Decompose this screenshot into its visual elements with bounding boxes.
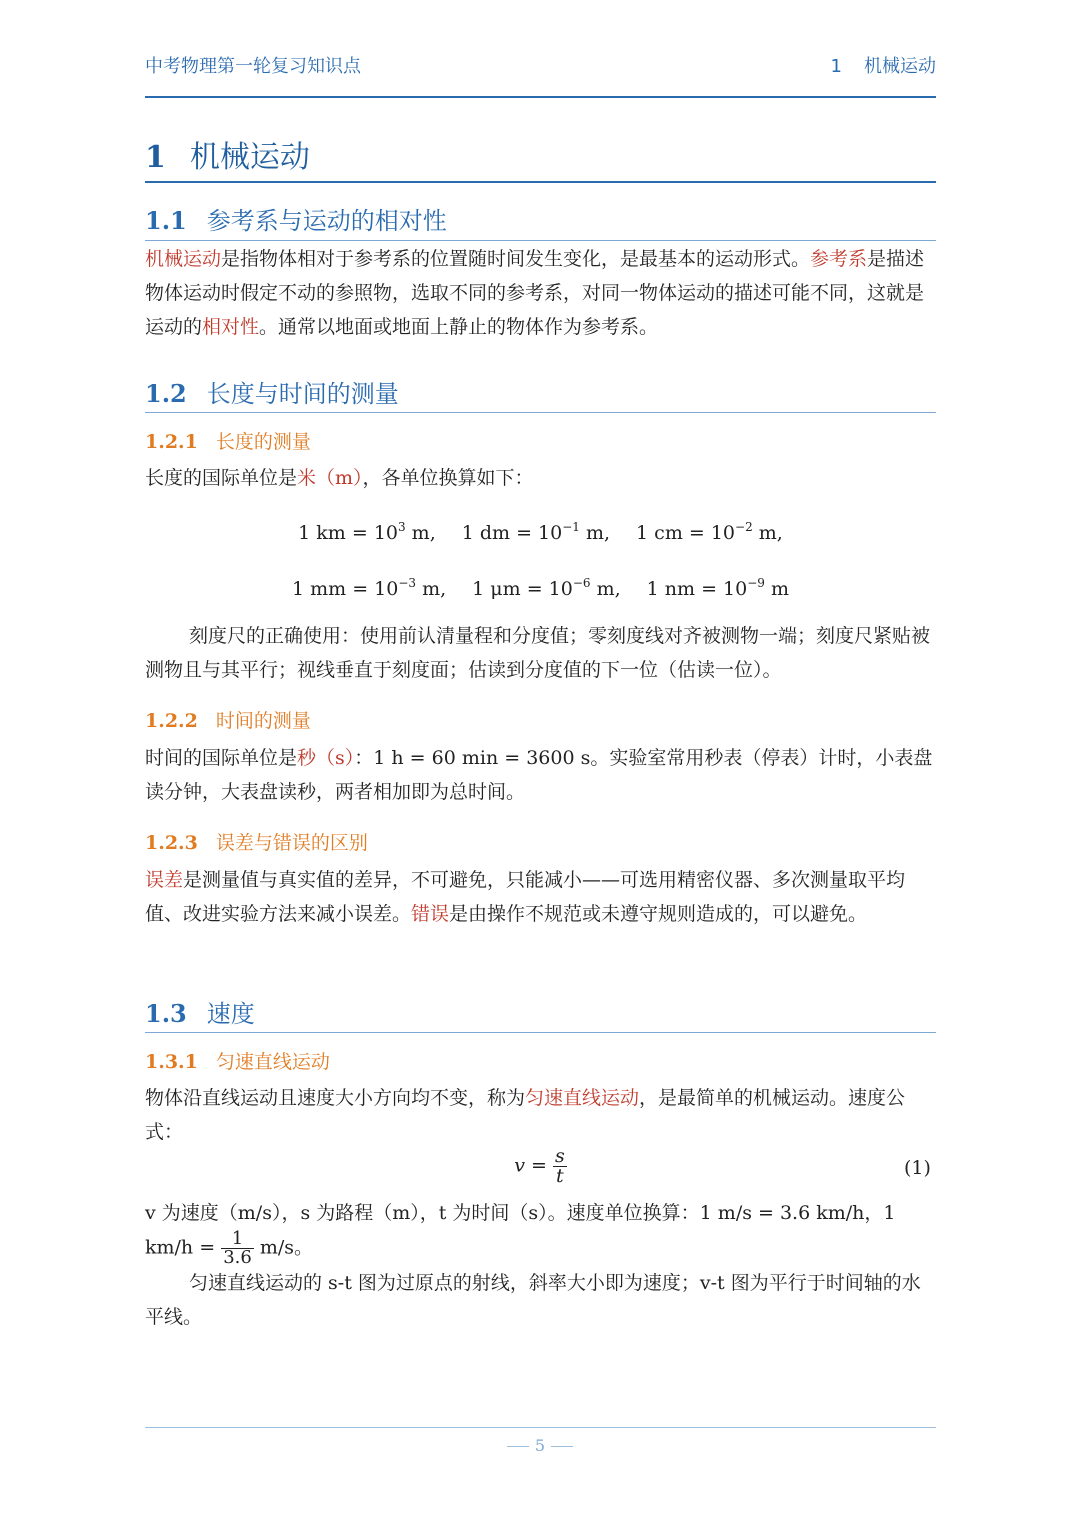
subsection-number: 1.1	[145, 206, 187, 235]
header-chapter	[809, 52, 936, 78]
term-mistake: 错误	[411, 903, 450, 925]
text-run: ：1 h = 60 min = 3600 s。实验室常用秒表（停表）计时，小表盘读分钟，大表盘读秒，两者相加即为总时间。	[145, 747, 933, 803]
text-run: v 为速度（m/s），s 为路程（m），t 为时间（s）。速度单位换算：1 m/s = 3.6 km/h，1 km/h =	[145, 1202, 896, 1259]
subsubsection-number: 1.2.3	[145, 832, 198, 854]
paragraph-motion-graphs: 匀速直线运动的 s-t 图为过原点的射线，斜率大小即为速度；v-t 图为平行于时间轴的水平线。	[145, 1272, 921, 1328]
section-rule	[145, 181, 936, 183]
subsubsection-title-1-2-1	[145, 427, 311, 454]
fraction-denominator: 3.6	[223, 1247, 252, 1268]
subsubsection-number: 1.2.2	[145, 710, 198, 732]
equation-fraction	[553, 1147, 567, 1186]
paragraph-uniform-motion	[145, 1081, 936, 1149]
term-uniform-linear-motion: 匀速直线运动	[525, 1087, 640, 1109]
subsubsection-title-1-2-2	[145, 706, 311, 733]
subsection-rule	[145, 412, 936, 413]
subsection-rule	[145, 1032, 936, 1033]
fraction-denominator: t	[556, 1165, 564, 1187]
page-number	[0, 1436, 1080, 1455]
subsubsection-title-1-3-1	[145, 1047, 330, 1074]
equation-length-conversion-2	[145, 578, 936, 600]
subsection-title-1-2	[145, 374, 936, 409]
math-run: m,	[752, 522, 783, 544]
subsubsection-number: 1.3.1	[145, 1051, 198, 1073]
term-second: 秒（s）	[297, 747, 355, 769]
subsection-title-1-1	[145, 201, 936, 236]
math-run: 1 cm = 10	[636, 522, 736, 544]
text-run: 是指物体相对于参考系的位置随时间发生变化，是最基本的运动形式。	[221, 248, 811, 270]
text-run: 。通常以地面或地面上静止的物体作为参考系。	[259, 316, 659, 338]
paragraph-error-vs-mistake	[145, 863, 936, 931]
math-exponent: −6	[572, 576, 591, 590]
math-run: 1 km = 10	[298, 522, 398, 544]
math-exponent: −3	[398, 576, 417, 590]
equation-lhs: v =	[514, 1154, 547, 1177]
text-run: 时间的国际单位是	[145, 747, 298, 769]
text-run: 是测量值与真实值的差异，不可避免，只能减小——可选用精密仪器、多次测量取平均值、改进实验方法来减小误差。	[145, 869, 906, 925]
math-run: 1 mm = 10	[292, 578, 399, 600]
paragraph-length-unit	[145, 461, 936, 495]
subsection-rule	[145, 240, 936, 241]
section-title	[145, 132, 936, 176]
subsection-number: 1.3	[145, 999, 187, 1028]
header-chapter-title: 机械运动	[864, 56, 936, 77]
paragraph-ruler-usage: 刻度尺的正确使用：使用前认清量程和分度值；零刻度线对齐被测物一端；刻度尺紧贴被测物且与其平行；视线垂直于刻度面；估读到分度值的下一位（估读一位）。	[145, 625, 931, 681]
subsection-title-text: 长度与时间的测量	[206, 380, 399, 408]
subsection-title-text: 速度	[206, 1000, 255, 1028]
math-run: m,	[405, 522, 436, 544]
subsection-title-text: 参考系与运动的相对性	[206, 207, 447, 235]
section-number: 1	[145, 140, 166, 175]
text-run: 是描述物体运动时假定不动的参照物，选取不同的参考系，对同一物体运动的描述可能不同，这就是运动的	[145, 248, 925, 338]
math-exponent: −9	[747, 576, 765, 590]
subsubsection-title-1-2-3	[145, 828, 368, 855]
header-chapter-num: 1	[830, 56, 842, 77]
header-doc-title: 中考物理第一轮复习知识点	[145, 56, 361, 77]
text-run: 长度的国际单位是	[145, 467, 298, 489]
math-run: m,	[416, 578, 447, 600]
text-run: m/s。	[259, 1236, 314, 1259]
term-error: 误差	[145, 869, 184, 891]
math-exponent: −2	[735, 520, 753, 534]
subsubsection-title-text: 匀速直线运动	[215, 1051, 330, 1073]
subsection-title-1-3	[145, 994, 936, 1029]
math-run: 1 dm = 10	[461, 522, 563, 544]
term-relativity: 相对性	[202, 316, 260, 338]
subsubsection-title-text: 误差与错误的区别	[215, 832, 368, 854]
math-exponent: 3	[398, 520, 406, 534]
text-run: 是由操作不规范或未遵守规则造成的，可以避免。	[449, 903, 868, 925]
subsection-number: 1.2	[145, 379, 187, 408]
equation-number: (1)	[904, 1157, 931, 1179]
math-run: 1 nm = 10	[646, 578, 748, 600]
section-title-text: 机械运动	[189, 140, 310, 175]
fraction-numerator: s	[554, 1145, 565, 1167]
equation-length-conversion-1	[145, 522, 936, 544]
subsubsection-title-text: 时间的测量	[215, 710, 311, 732]
text-run: 物体沿直线运动且速度大小方向均不变，称为	[145, 1087, 526, 1109]
math-run: 1 μm = 10	[472, 578, 573, 600]
page-number-text: 5	[534, 1436, 546, 1455]
math-run: m	[764, 578, 789, 600]
paragraph-speed-units	[145, 1196, 936, 1267]
text-run: ，各单位换算如下：	[362, 467, 534, 489]
math-run: m,	[579, 522, 611, 544]
math-exponent: −1	[562, 520, 580, 534]
math-run: m,	[590, 578, 621, 600]
text-run: ，是最简单的机械运动。速度公式：	[145, 1087, 906, 1143]
running-header	[145, 52, 936, 78]
equation-speed-formula	[145, 1147, 936, 1186]
unit-fraction	[221, 1230, 254, 1267]
footer-rule	[145, 1427, 936, 1428]
fraction-numerator: 1	[221, 1230, 254, 1249]
header-rule	[145, 96, 936, 98]
paragraph-time-unit	[145, 741, 936, 809]
paragraph-reference-frame	[145, 242, 936, 344]
subsubsection-number: 1.2.1	[145, 431, 198, 453]
term-meter: 米（m）	[297, 467, 363, 489]
term-reference-frame: 参考系	[810, 248, 868, 270]
term-mechanical-motion: 机械运动	[145, 248, 222, 270]
subsubsection-title-text: 长度的测量	[215, 431, 311, 453]
